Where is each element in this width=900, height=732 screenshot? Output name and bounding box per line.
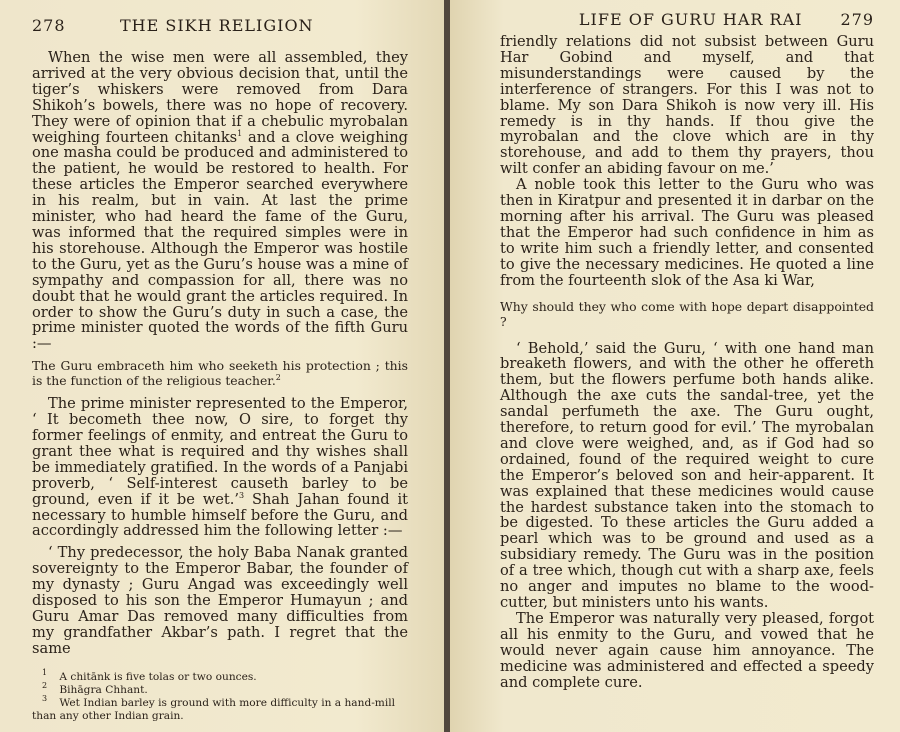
running-title: LIFE OF GURU HAR RAI [578,10,803,29]
footnote-text: Wet Indian barley is ground with more difficulty in a hand-mill than any other Indian grain. [32,696,396,722]
paragraph: ‘ Behold,’ said the Guru, ‘ with one hand man breaketh flowers, and with the other he offereth them, but the flowers perfume both hands alike. Although the axe cuts the sandal-tree, yet the sandal perfumeth the axe. The Guru ought, therefore, to return good for evil.’ The myrobalan and clove were weighed, and, as if God had so ordained, found of the required weight to cure the Emperor’s beloved son and heir-apparent. It was explained that these medicines would cause the hardest substance taken into the stomach to be digested. To these articles the Guru added a pearl which was to be ground and used as a subsidiary remedy. The Guru was in the position of a tree which, though cut with a sharp axe, feels no anger and imputes no blame to the wood-cutter, but ministers unto his wants. [500,339,874,611]
paragraph-text: Shah Jahan found it necessary to humble himself before the Guru, and accordingly addressed him the following letter :— [32,490,408,540]
paragraph-text: and a clove weighing one masha could be produced and administered to the patient, he would be restored to health. For these articles the Emperor searched everywhere in his realm, but in vain. At last the prime minister, who had heard the fame of the Guru, was informed that the required simples were in his storehouse. Although the Emperor was hostile to the Guru, yet as the Guru’s house was a mine of sympathy and compassion for all, there was no doubt that he would grant the articles required. In order to show the Guru’s duty in such a case, the prime minister quoted the words of the fifth Guru :— [32,128,408,353]
quotation: Why should they who come with hope depart disappointed ? [500,298,874,329]
footnote: $^3$ Wet Indian barley is ground with more difficulty in a hand-mill than any other Indian grain. [32,694,396,722]
paragraph: friendly relations did not subsist between Guru Har Gobind and myself, and that misunderstandings were caused by the interference of strangers. For this I was not to blame. My son Dara Shikoh is now very ill. His remedy is in thy hands. If thou give the myrobalan and the clove which are in thy storehouse, and add to them thy prayers, thou wilt confer an abiding favour on me.’ [500,33,874,178]
footnote-text: A chitānk is five tolas or two ounces. [59,670,257,683]
paragraph [32,50,408,352]
left-page-header [32,16,408,46]
footnote-ref: 2 [275,373,281,383]
paragraph [32,396,408,539]
left-page-body [32,50,408,723]
running-title: THE SIKH RELIGION [120,16,314,35]
left-page [0,0,444,732]
paragraph-text: The prime minister represented to the Emperor, ‘ It becometh thee now, O sire, to forget thy former feelings of enmity, and entreat the Guru to grant thee what is required and thy wishes shall be immediately gratified. In the words of a Panjabi proverb, ‘ Self-interest causeth barley to be ground, even if it be wet.’ [32,395,408,508]
footnote-text: Bihāgra Chhant. [59,683,148,696]
footnote: $^1$ A chitānk is five tolas or two ounces. [42,668,257,683]
quotation [32,358,408,388]
page-number: 279 [840,10,874,29]
footnote-ref: 3 [239,490,245,500]
paragraph: A noble took this letter to the Guru who was then in Kiratpur and presented it in darbar on the morning after his arrival. The Guru was pleased that the Emperor had such confidence in him as to write him such a friendly letter, and consented to give the necessary medicines. He quoted a line from the fourteenth slok of the Asa ki War, [500,176,874,289]
paragraph: ‘ Thy predecessor, the holy Baba Nanak granted sovereignty to the Emperor Babar, the founder of my dynasty ; Guru Angad was exceedingly well disposed to his son the Emperor Humayun ; and Guru Amar Das removed many difficulties from my grandfather Akbar’s path. I regret that the same [32,544,408,657]
footnotes [32,668,408,723]
footnote-ref: 1 [237,128,243,138]
footnote: $^2$ Bihāgra Chhant. [42,681,148,696]
paragraph-text: When the wise men were all assembled, they arrived at the very obvious decision that, until the tiger’s whiskers were removed from Dara Shikoh’s bowels, there was no hope of recovery. They were of opinion that if a chebulic myrobalan weighing fourteen chitanks [32,49,408,146]
paragraph: The Emperor was naturally very pleased, forgot all his enmity to the Guru, and vowed that he would never again cause him annoyance. The medicine was administered and effected a speedy and complete cure. [500,609,874,691]
right-page-body [500,34,874,690]
quotation-text: The Guru embraceth him who seeketh his protection ; this is the function of the religious teacher. [32,358,408,389]
page-number: 278 [32,16,66,35]
right-page [450,0,900,732]
